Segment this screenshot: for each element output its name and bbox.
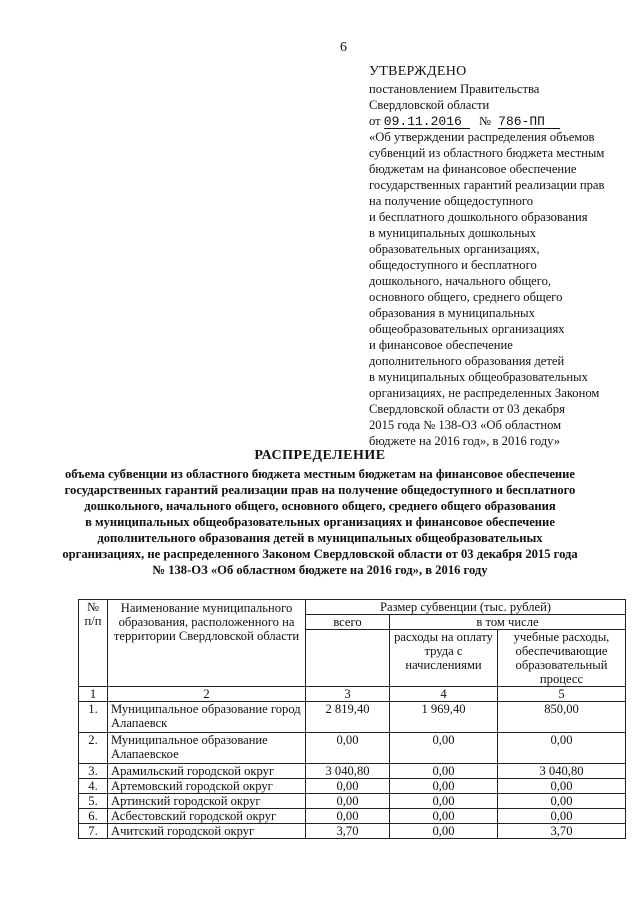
row-name: Асбестовский городской округ (108, 809, 306, 824)
table-row (79, 824, 626, 839)
table-row (79, 764, 626, 779)
document-title: РАСПРЕДЕЛЕНИЕ (254, 448, 386, 463)
row-labor: 0,00 (390, 794, 498, 809)
row-total: 0,00 (306, 779, 390, 794)
row-edu: 0,00 (498, 809, 626, 824)
table-row (79, 733, 626, 764)
row-edu: 850,00 (498, 702, 626, 733)
row-num: 2. (79, 733, 108, 764)
row-edu: 0,00 (498, 779, 626, 794)
col-number: 5 (498, 687, 626, 702)
row-num: 5. (79, 794, 108, 809)
row-total: 0,00 (306, 809, 390, 824)
document-subtitle (30, 466, 610, 578)
col-number: 4 (390, 687, 498, 702)
row-total: 2 819,40 (306, 702, 390, 733)
approval-heading: УТВЕРЖДЕНО (369, 64, 467, 79)
approval-line-1: постановлением Правительства (369, 82, 540, 96)
header-including: в том числе (390, 615, 626, 630)
row-num: 3. (79, 764, 108, 779)
row-name: Артемовский городской округ (108, 779, 306, 794)
decree-line: дополнительного образования детей (369, 354, 565, 368)
decree-line: общедоступного и бесплатного (369, 258, 537, 272)
row-num: 7. (79, 824, 108, 839)
col-number: 1 (79, 687, 108, 702)
decree-line: в муниципальных общеобразовательных (369, 370, 588, 384)
decree-line: и бесплатного дошкольного образования (369, 210, 588, 224)
row-total: 3,70 (306, 824, 390, 839)
row-edu: 3,70 (498, 824, 626, 839)
row-edu: 3 040,80 (498, 764, 626, 779)
decree-line: и финансовое обеспечение (369, 338, 513, 352)
decree-line: общеобразовательных организациях (369, 322, 565, 336)
header-num: № п/п (79, 600, 108, 687)
row-num: 6. (79, 809, 108, 824)
table-row (79, 794, 626, 809)
decree-line: основного общего, среднего общего (369, 290, 563, 304)
approval-line-2: Свердловской области (369, 98, 490, 112)
decree-line: Свердловской области от 03 декабря (369, 402, 565, 416)
row-num: 1. (79, 702, 108, 733)
row-name: Артинский городской округ (108, 794, 306, 809)
table-row (79, 809, 626, 824)
decree-number: 786-ПП (498, 115, 560, 129)
row-total: 0,00 (306, 794, 390, 809)
decree-line: организациях, не распределенных Законом (369, 386, 600, 400)
decree-line: 2015 года № 138-ОЗ «Об областном (369, 418, 562, 432)
row-labor: 0,00 (390, 779, 498, 794)
decree-date-number (369, 113, 619, 129)
row-name: Муниципальное образование Алапаевское (108, 733, 306, 764)
decree-line: государственных гарантий реализации прав (369, 178, 605, 192)
decree-line: образования в муниципальных (369, 306, 535, 320)
row-labor: 0,00 (390, 764, 498, 779)
date-prefix: от (369, 114, 381, 128)
subtitle-line: государственных гарантий реализации прав на получение общедоступного и бесплатного (64, 483, 576, 497)
decree-line: на получение общедоступного (369, 194, 534, 208)
distribution-table (78, 599, 626, 839)
row-edu: 0,00 (498, 733, 626, 764)
header-name: Наименование муниципального образования, расположенного на территории Свердловской области (108, 600, 306, 687)
approval-block (369, 64, 619, 449)
row-num: 4. (79, 779, 108, 794)
header-labor: расходы на оплату труда с начислениями (390, 630, 498, 687)
row-name: Ачитский городской округ (108, 824, 306, 839)
decree-line: субвенций из областного бюджета местным (369, 146, 605, 160)
row-total: 3 040,80 (306, 764, 390, 779)
decree-line: дошкольного, начального общего, (369, 274, 552, 288)
col-number: 2 (108, 687, 306, 702)
page-number: 6 (340, 40, 347, 55)
col-number: 3 (306, 687, 390, 702)
row-labor: 0,00 (390, 733, 498, 764)
row-labor: 0,00 (390, 809, 498, 824)
row-edu: 0,00 (498, 794, 626, 809)
table-row (79, 702, 626, 733)
subtitle-line: объема субвенции из областного бюджета местным бюджетам на финансовое обеспечение (64, 467, 576, 481)
subtitle-line: № 138-ОЗ «Об областном бюджете на 2016 год», в 2016 году (152, 563, 488, 577)
table-row (79, 779, 626, 794)
subtitle-line: дошкольного, начального общего, основного общего, среднего общего образования (84, 499, 556, 513)
row-name: Муниципальное образование город Алапаевск (108, 702, 306, 733)
decree-line: бюджетам на финансовое обеспечение (369, 162, 577, 176)
decree-line: бюджете на 2016 год», в 2016 году» (369, 434, 561, 448)
header-educational: учебные расходы, обеспечивающие образовательный процесс (498, 630, 626, 687)
decree-line: в муниципальных дошкольных (369, 226, 536, 240)
decree-line: образовательных организациях, (369, 242, 540, 256)
header-amount: Размер субвенции (тыс. рублей) (306, 600, 626, 615)
subtitle-line: организациях, не распределенного Законом Свердловской области от 03 декабря 2015 года (62, 547, 578, 561)
row-total: 0,00 (306, 733, 390, 764)
number-prefix: № (478, 114, 491, 128)
decree-line: «Об утверждении распределения объемов (369, 130, 595, 144)
row-labor: 1 969,40 (390, 702, 498, 733)
subtitle-line: в муниципальных общеобразовательных организациях и финансовое обеспечение (85, 515, 555, 529)
subtitle-line: дополнительного образования детей в муниципальных общеобразовательных (97, 531, 543, 545)
row-name: Арамильский городской округ (108, 764, 306, 779)
header-total: всего (306, 615, 390, 630)
row-labor: 0,00 (390, 824, 498, 839)
decree-date: 09.11.2016 (384, 115, 470, 129)
header-total-blank (306, 630, 390, 687)
